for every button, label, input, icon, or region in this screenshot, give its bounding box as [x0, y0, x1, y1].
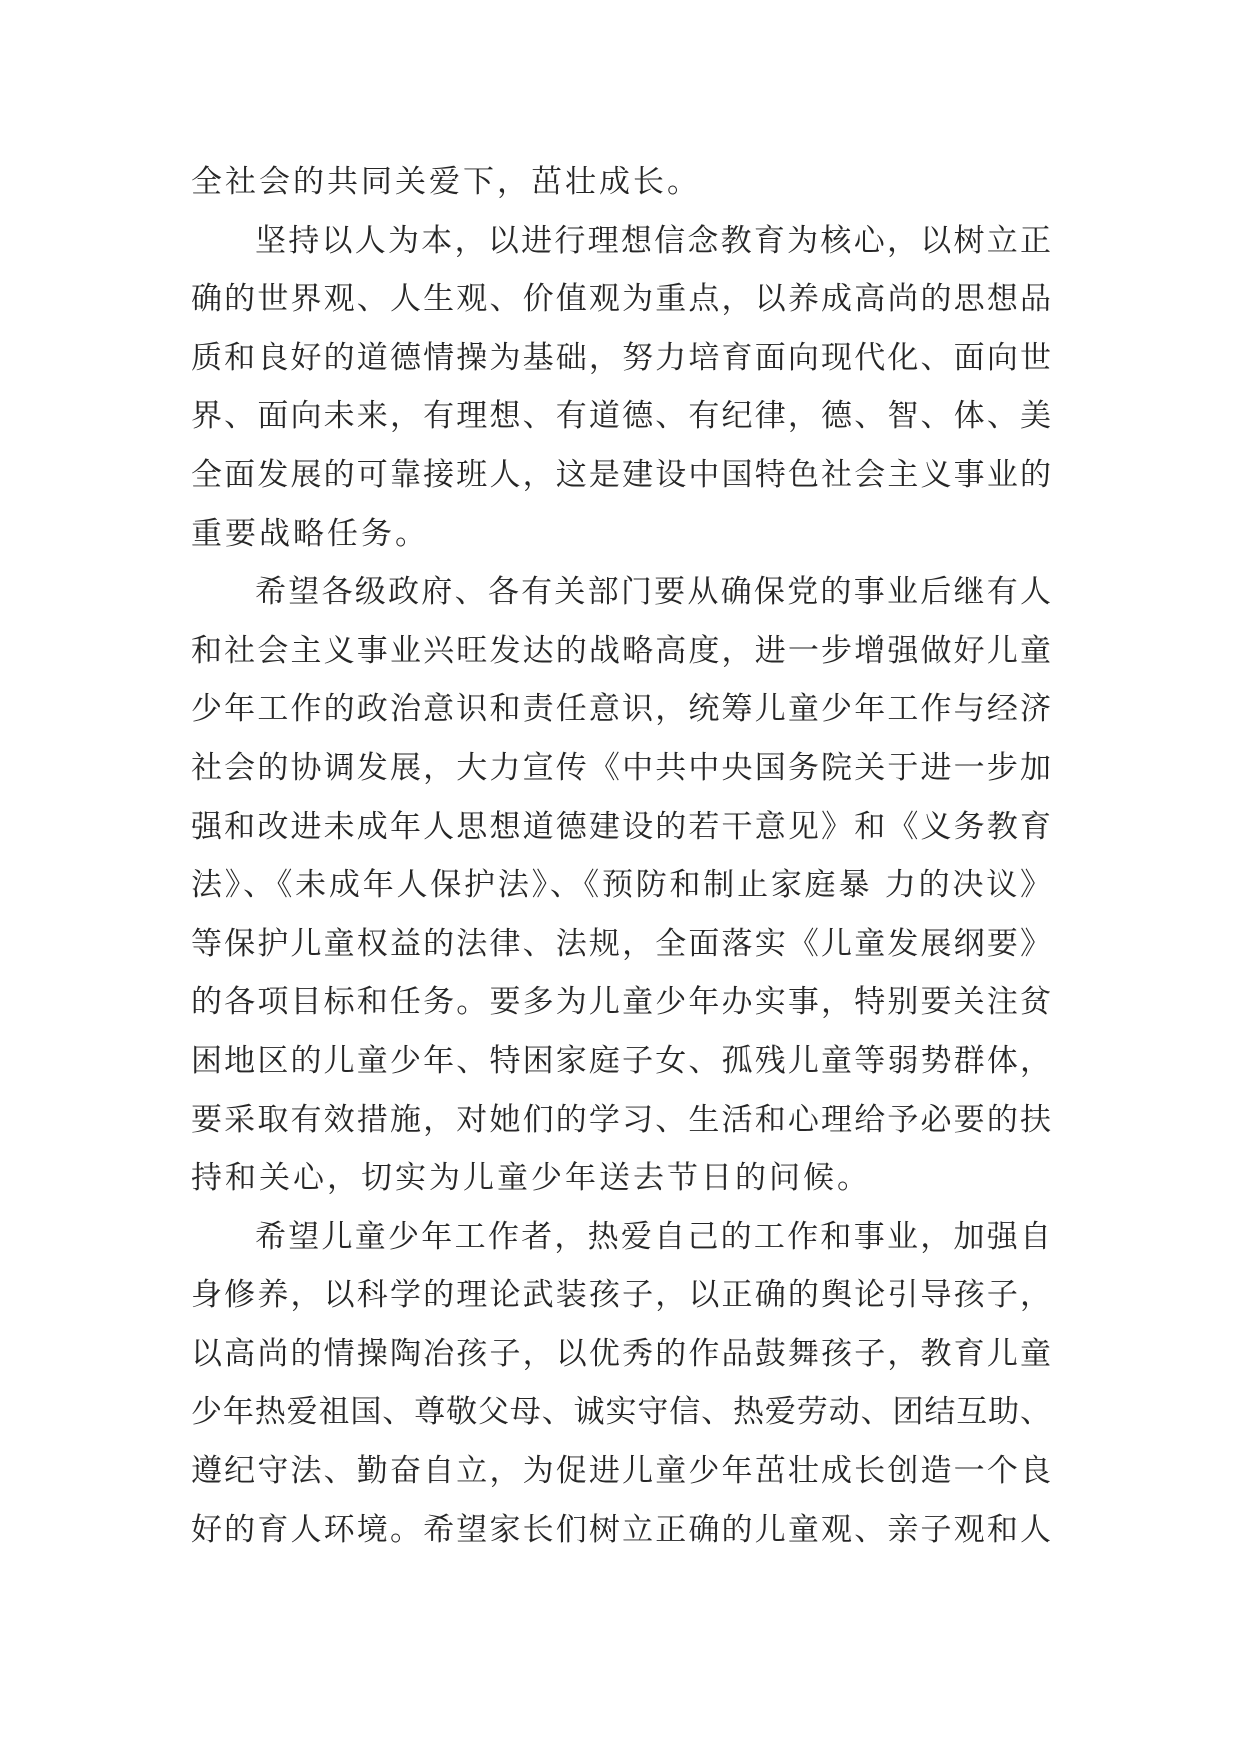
text-line: 法》、《未成年人保护法》、《预防和制止家庭暴 力的决议》: [191, 867, 1051, 904]
text-line: 好的育人环境。希望家长们树立正确的儿童观、亲子观和人: [191, 1511, 1051, 1548]
text-line: 持和关心，切实为儿童少年送去节日的问候。: [191, 1160, 871, 1197]
text-line: 身修养，以科学的理论武装孩子，以正确的舆论引导孩子，: [191, 1277, 1051, 1314]
text-line: 社会的协调发展，大力宣传《中共中央国务院关于进一步加: [191, 749, 1051, 786]
text-line: 全面发展的可靠接班人，这是建设中国特色社会主义事业的: [191, 456, 1051, 493]
text-line: 要采取有效措施，对她们的学习、生活和心理给予必要的扶: [191, 1101, 1051, 1138]
text-line: 以高尚的情操陶冶孩子，以优秀的作品鼓舞孩子，教育儿童: [191, 1335, 1051, 1372]
text-line: 界、面向未来，有理想、有道德、有纪律，德、智、体、美: [191, 398, 1051, 435]
text-line: 质和良好的道德情操为基础，努力培育面向现代化、面向世: [191, 339, 1051, 376]
text-line: 强和改进未成年人思想道德建设的若干意见》和《义务教育: [191, 808, 1051, 845]
text-line: 困地区的儿童少年、特困家庭子女、孤残儿童等弱势群体，: [191, 1042, 1051, 1079]
text-line: 少年工作的政治意识和责任意识，统筹儿童少年工作与经济: [191, 691, 1051, 728]
paragraph-first-line: 希望各级政府、各有关部门要从确保党的事业后继有人: [255, 574, 1051, 611]
text-line: 等保护儿童权益的法律、法规，全面落实《儿童发展纲要》: [191, 925, 1051, 962]
paragraph-first-line: 希望儿童少年工作者，热爱自己的工作和事业，加强自: [255, 1218, 1051, 1255]
paragraph-first-line: 坚持以人为本，以进行理想信念教育为核心，以树立正: [255, 222, 1051, 259]
text-line: 全社会的共同关爱下，茁壮成长。: [191, 164, 701, 200]
body-text: [191, 153, 1051, 1559]
text-line: 遵纪守法、勤奋自立，为促进儿童少年茁壮成长创造一个良: [191, 1453, 1051, 1490]
text-line: 少年热爱祖国、尊敬父母、诚实守信、热爱劳动、团结互助、: [191, 1394, 1051, 1431]
text-line: 的各项目标和任务。要多为儿童少年办实事，特别要关注贫: [191, 984, 1051, 1021]
text-line: 确的世界观、人生观、价值观为重点，以养成高尚的思想品: [191, 281, 1051, 318]
text-line: 和社会主义事业兴旺发达的战略高度，进一步增强做好儿童: [191, 632, 1051, 669]
text-line: 重要战略任务。: [191, 515, 429, 552]
